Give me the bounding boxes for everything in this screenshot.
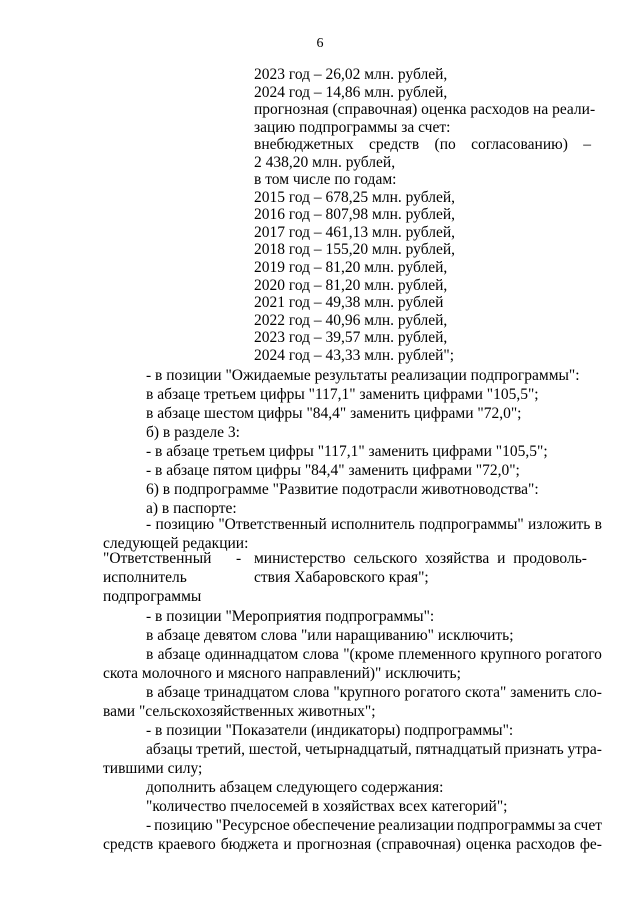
word: средств <box>103 836 154 853</box>
word: тринадцатом <box>204 684 289 701</box>
paragraph-line: "количество пчелосемей в хозяйствах всех категорий"; <box>146 798 508 815</box>
word: изложить <box>528 516 591 533</box>
financing-line: 2024 год – 43,33 млн. рублей"; <box>254 347 455 364</box>
financing-line: 2020 год – 81,20 млн. рублей, <box>254 277 448 294</box>
word: рогатого <box>545 646 602 663</box>
paragraph-justified-line <box>146 684 602 702</box>
paragraph-line: скота молочного и мясного направлений)" исключить; <box>103 665 461 682</box>
paragraph-line: тившими силу; <box>103 760 203 777</box>
word: и <box>497 550 506 567</box>
financing-line: 2021 год – 49,38 млн. рублей <box>254 294 444 311</box>
word: в <box>594 516 602 533</box>
word: позицию <box>155 516 215 533</box>
word: абзаце <box>157 684 201 701</box>
paragraph-line: - в позиции "Мероприятия подпрограммы": <box>146 608 435 625</box>
word: утра- <box>567 741 602 758</box>
financing-line: 2024 год – 14,86 млн. рублей, <box>254 84 448 101</box>
word: оценка <box>465 836 512 853</box>
word: согласованию) <box>471 136 568 153</box>
word: "(кроме <box>343 646 395 663</box>
paragraph-justified-line <box>146 516 602 534</box>
financing-line: 2015 год – 678,25 млн. рублей, <box>254 189 456 206</box>
financing-line: 2022 год – 40,96 млн. рублей, <box>254 312 448 329</box>
table-label-line: исполнитель <box>103 569 187 586</box>
word: пятнадцатый <box>415 741 501 758</box>
financing-justified-line <box>254 136 591 154</box>
word: бюджета <box>220 836 279 853</box>
paragraph-line: вами "сельскохозяйственных животных"; <box>103 703 376 720</box>
word: "Ресурсное <box>215 817 290 834</box>
word: признать <box>504 741 564 758</box>
word: краевого <box>158 836 216 853</box>
paragraph-justified-line <box>146 817 602 835</box>
word: третий, <box>196 741 246 758</box>
financing-line: 2017 год – 461,13 млн. рублей, <box>254 224 456 241</box>
paragraph-justified-line <box>146 741 602 759</box>
financing-line: 2 438,20 млн. рублей, <box>254 154 396 171</box>
word: "крупного <box>333 684 401 701</box>
table-label-line: подпрограммы <box>103 588 202 605</box>
word: – <box>583 136 591 153</box>
paragraph-line: - в позиции "Ожидаемые результаты реализации подпрограммы": <box>146 367 580 384</box>
word: фе- <box>579 836 602 853</box>
word: сло- <box>574 684 602 701</box>
paragraph-line: - в абзаце пятом цифры "84,4" заменить цифрами "72,0"; <box>146 462 520 479</box>
page-number: 6 <box>316 36 324 51</box>
word: сельского <box>353 550 418 567</box>
word: заменить <box>510 684 571 701</box>
word: крупного <box>480 646 542 663</box>
word: "Ответственный <box>218 516 327 533</box>
word: - <box>146 516 152 533</box>
word: обеспечение <box>292 817 376 834</box>
word: абзацы <box>146 741 193 758</box>
word: одиннадцатом <box>204 646 299 663</box>
paragraph-line: дополнить абзацем следующего содержания: <box>146 779 444 796</box>
financing-line: зацию подпрограммы за счет: <box>254 119 451 136</box>
word: (по <box>434 136 456 153</box>
table-value-line: ствия Хабаровского края"; <box>254 569 429 586</box>
word: внебюджетных <box>254 136 354 153</box>
financing-line: 2019 год – 81,20 млн. рублей, <box>254 259 448 276</box>
paragraph-line: 6) в подпрограмме "Развитие подотрасли животноводства": <box>146 481 539 498</box>
paragraph-justified-line <box>103 836 602 854</box>
paragraph-line: - в позиции "Показатели (индикаторы) подпрограммы": <box>146 722 514 739</box>
paragraph-line: в абзаце девятом слова "или наращиванию" исключить; <box>146 627 514 644</box>
paragraph-line: следующей редакции: <box>103 535 249 552</box>
financing-line: 2018 год – 155,20 млн. рублей, <box>254 241 456 258</box>
word: расходов <box>516 836 575 853</box>
financing-line: в том числе по годам: <box>254 171 397 188</box>
financing-line: 2016 год – 807,98 млн. рублей, <box>254 206 456 223</box>
table-dash: - <box>236 550 242 567</box>
word: прогнозная <box>296 836 372 853</box>
word: продоволь- <box>513 550 587 567</box>
word: в <box>146 684 154 701</box>
word: четырнадцатый, <box>304 741 412 758</box>
word: хозяйства <box>425 550 490 567</box>
word: - <box>146 817 152 834</box>
word: позицию <box>154 817 213 834</box>
word: слова <box>292 684 330 701</box>
paragraph-line: в абзаце шестом цифры "84,4" заменить цифрами "72,0"; <box>146 405 522 422</box>
word: скота" <box>464 684 507 701</box>
paragraph-line: б) в разделе 3: <box>146 424 240 441</box>
word: подпрограммы" <box>419 516 524 533</box>
word: и <box>283 836 292 853</box>
paragraph-justified-line <box>146 646 602 664</box>
financing-line: 2023 год – 26,02 млн. рублей, <box>254 66 448 83</box>
paragraph-line: а) в паспорте: <box>146 500 237 517</box>
word: племенного <box>398 646 477 663</box>
word: шестой, <box>248 741 302 758</box>
word: рогатого <box>404 684 461 701</box>
table-label-line: "Ответственный <box>103 550 212 567</box>
word: в <box>146 646 154 663</box>
word: слова <box>302 646 339 663</box>
word: абзаце <box>157 646 201 663</box>
word: реализации <box>378 817 454 834</box>
paragraph-line: в абзаце третьем цифры "117,1" заменить цифрами "105,5"; <box>146 386 539 403</box>
financing-line: прогнозная (справочная) оценка расходов на реали- <box>254 101 596 118</box>
word: подпрограммы <box>456 817 556 834</box>
table-value-line <box>254 550 587 568</box>
word: (справочная) <box>376 836 461 853</box>
paragraph-line: - в абзаце третьем цифры "117,1" заменить цифрами "105,5"; <box>146 443 548 460</box>
word: за <box>558 817 572 834</box>
word: счет <box>573 817 602 834</box>
word: исполнитель <box>331 516 415 533</box>
financing-line: 2023 год – 39,57 млн. рублей, <box>254 329 448 346</box>
word: министерство <box>254 550 346 567</box>
word: средств <box>369 136 420 153</box>
